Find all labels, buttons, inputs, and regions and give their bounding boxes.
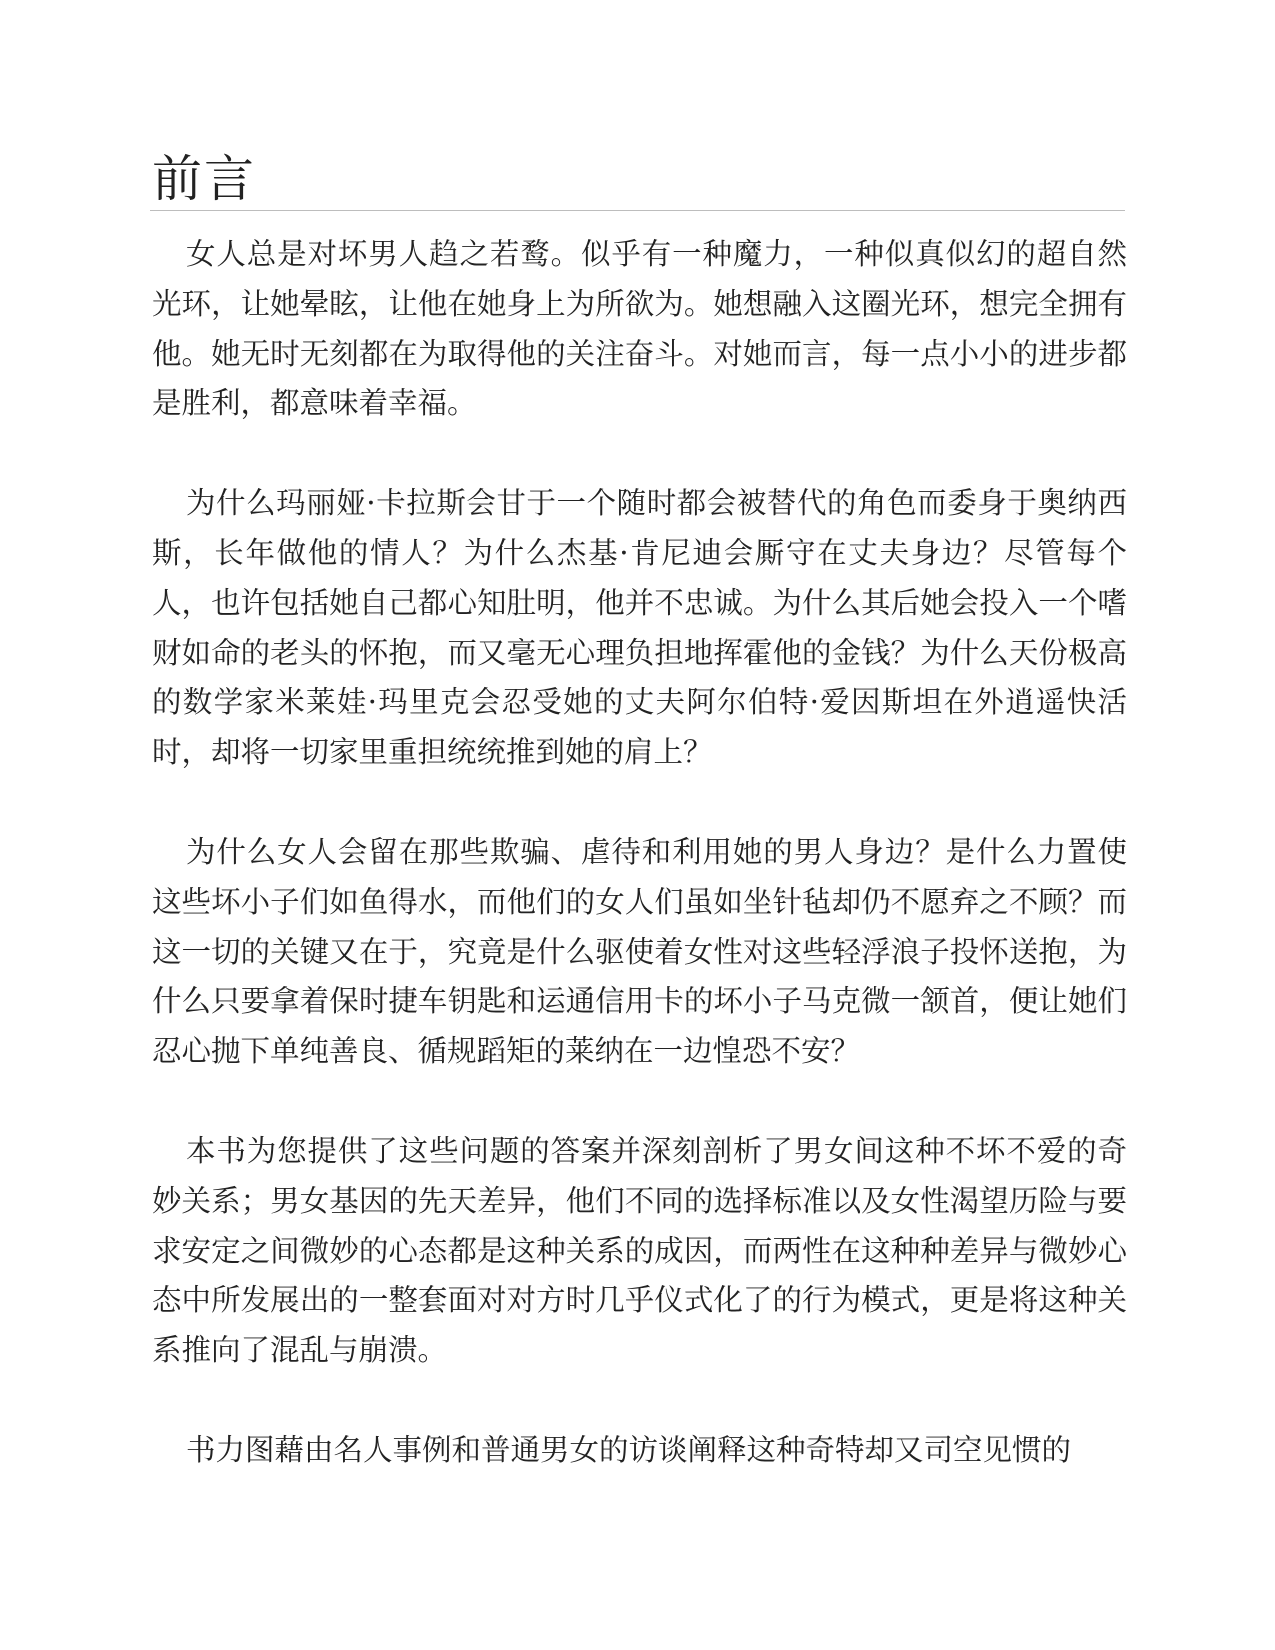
paragraph-1: 女人总是对坏男人趋之若鹜。似乎有一种魔力，一种似真似幻的超自然光环，让她晕眩，让他在她身上为所欲为。她想融入这圈光环，想完全拥有他。她无时无刻都在为取得他的关注奋斗。对她而言，每一点小小的进步都是胜利，都意味着幸福。 [152,237,1127,421]
paragraph-5: 书力图藉由名人事例和普通男女的访谈阐释这种奇特却又司空见惯的 [186,1432,1072,1467]
paragraph-4: 本书为您提供了这些问题的答案并深刻剖析了男女间这种不坏不爱的奇妙关系；男女基因的先天差异，他们不同的选择标准以及女性渴望历险与要求安定之间微妙的心态都是这种关系的成因，而两性在这种种差异与微妙心态中所发展出的一整套面对对方时几乎仪式化了的行为模式，更是将这种关系推向了混乱与崩溃。 [152,1133,1127,1368]
paragraph-3: 为什么女人会留在那些欺骗、虐待和利用她的男人身边？是什么力置使这些坏小子们如鱼得水，而他们的女人们虽如坐针毡却仍不愿弃之不顾？而这一切的关键又在于，究竟是什么驱使着女性对这些轻浮浪子投怀送抱，为什么只要拿着保时捷车钥匙和运通信用卡的坏小子马克微一颔首，便让她们忍心抛下单纯善良、循规蹈矩的莱纳在一边惶恐不安？ [152,834,1127,1069]
page-title: 前言 [152,150,256,208]
body-text [152,230,1127,1526]
paragraph-2: 为什么玛丽娅·卡拉斯会甘于一个随时都会被替代的角色而委身于奥纳西斯，长年做他的情人？为什么杰基·肯尼迪会厮守在丈夫身边？尽管每个人，也许包括她自己都心知肚明，他并不忠诚。为什么其后她会投入一个嗜财如命的老头的怀抱，而又毫无心理负担地挥霍他的金钱？为什么天份极高的数学家米莱娃·玛里克会忍受她的丈夫阿尔伯特·爱因斯坦在外逍遥快活时，却将一切家里重担统统推到她的肩上？ [152,486,1127,770]
title-divider [150,210,1125,211]
